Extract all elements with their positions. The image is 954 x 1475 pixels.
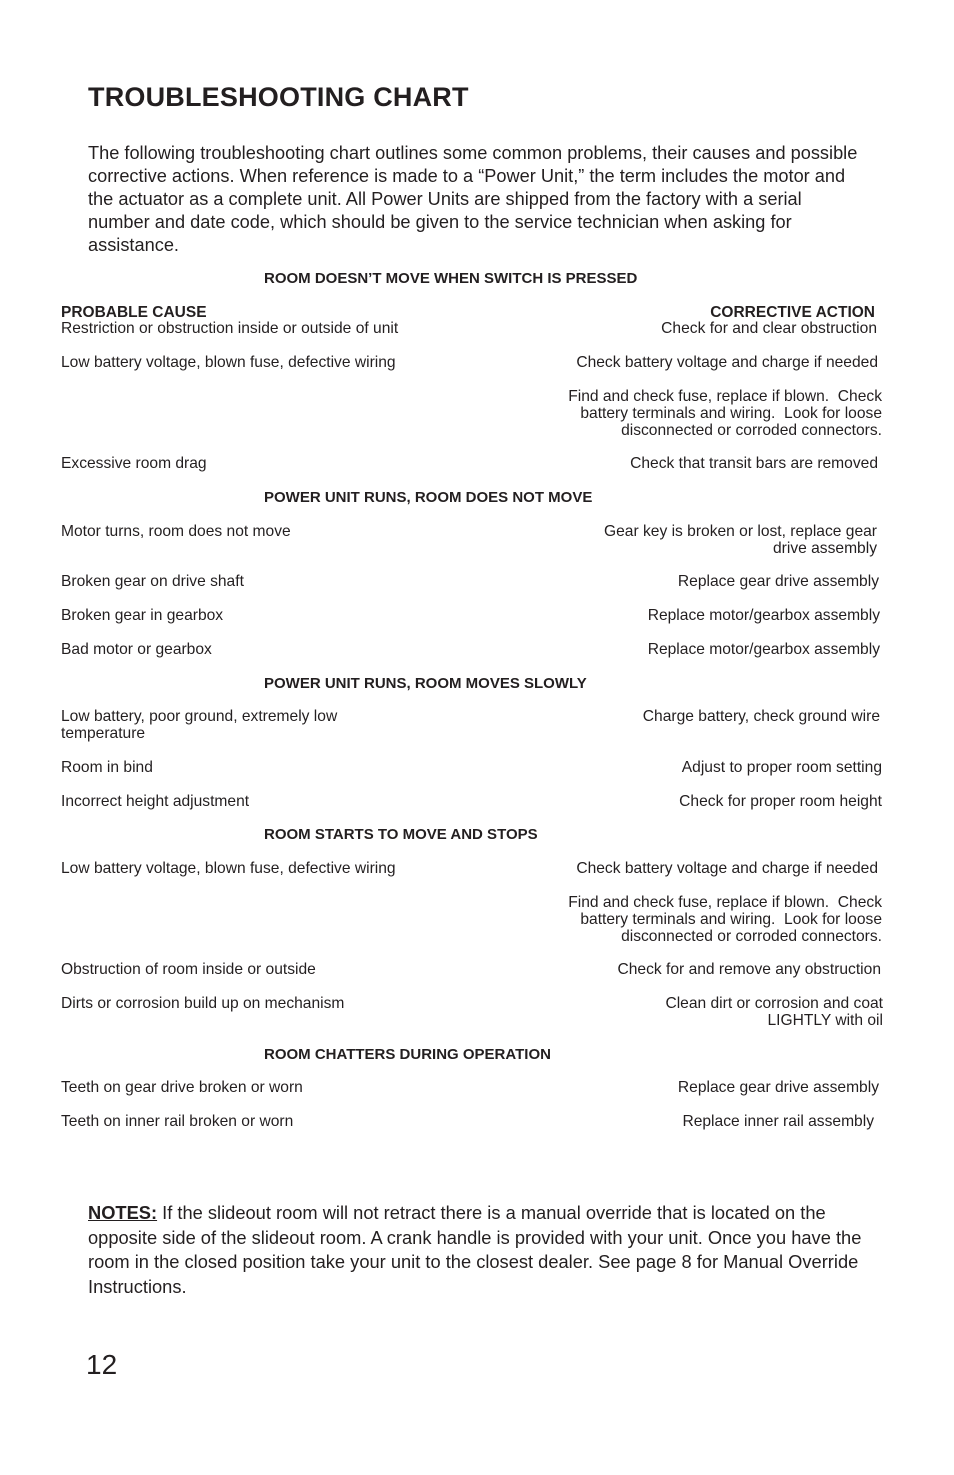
cause-cell: Low battery, poor ground, extremely low temperature	[61, 708, 338, 742]
action-cell: Replace motor/gearbox assembly	[647, 607, 880, 624]
cause-cell: Low battery voltage, blown fuse, defective wiring	[61, 860, 396, 877]
action-cell: Check that transit bars are removed	[630, 455, 878, 472]
action-cell: Find and check fuse, replace if blown. Check battery terminals and wiring. Look for loose disconnected or corroded connectors.	[568, 894, 882, 945]
probable-cause-header: PROBABLE CAUSE	[61, 304, 207, 321]
action-cell: Replace inner rail assembly	[682, 1113, 874, 1130]
section-heading: POWER UNIT RUNS, ROOM MOVES SLOWLY	[264, 675, 587, 692]
notes-label: NOTES:	[88, 1202, 158, 1223]
action-cell: Check for and remove any obstruction	[617, 961, 881, 978]
section-heading: ROOM STARTS TO MOVE AND STOPS	[264, 826, 538, 843]
action-cell: Charge battery, check ground wire	[642, 708, 880, 725]
notes-text: If the slideout room will not retract there is a manual override that is located on the opposite side of the slideout room. A crank handle is provided with your unit. Once you have the room in the closed position take your unit to the closest dealer. See page 8 for Manual Override Instructions.	[88, 1202, 862, 1297]
action-cell: Replace gear drive assembly	[677, 1079, 879, 1096]
section-heading: ROOM CHATTERS DURING OPERATION	[264, 1046, 551, 1063]
intro-paragraph: The following troubleshooting chart outlines some common problems, their causes and possible corrective actions. When reference is made to a “Power Unit,” the term includes the motor and the actuator as a complete unit. All Power Units are shipped from the factory with a serial number and date code, which should be given to the service technician when asking for assistance.	[88, 143, 858, 255]
corrective-action-header: CORRECTIVE ACTION	[710, 304, 875, 321]
cause-cell: Bad motor or gearbox	[61, 641, 212, 658]
section-heading: ROOM DOESN’T MOVE WHEN SWITCH IS PRESSED	[264, 270, 638, 287]
action-cell: Check battery voltage and charge if needed	[576, 860, 878, 877]
action-cell: Gear key is broken or lost, replace gear drive assembly	[603, 523, 877, 557]
action-cell: Find and check fuse, replace if blown. Check battery terminals and wiring. Look for loose disconnected or corroded connectors.	[568, 388, 882, 439]
action-cell: Check battery voltage and charge if needed	[576, 354, 878, 371]
page-number: 12	[86, 1349, 118, 1380]
page-title: TROUBLESHOOTING CHART	[88, 82, 469, 112]
section-heading: POWER UNIT RUNS, ROOM DOES NOT MOVE	[264, 489, 593, 506]
cause-cell: Room in bind	[61, 759, 153, 776]
action-cell: Check for proper room height	[679, 793, 882, 810]
action-cell: Replace gear drive assembly	[677, 573, 879, 590]
cause-cell: Obstruction of room inside or outside	[61, 961, 316, 978]
cause-cell: Broken gear on drive shaft	[61, 573, 244, 590]
cause-cell: Low battery voltage, blown fuse, defective wiring	[61, 354, 396, 371]
action-cell: Adjust to proper room setting	[681, 759, 882, 776]
action-cell: Clean dirt or corrosion and coat LIGHTLY with oil	[665, 995, 883, 1029]
action-cell: Check for and clear obstruction	[661, 320, 877, 337]
cause-cell: Teeth on gear drive broken or worn	[61, 1079, 303, 1096]
cause-cell: Motor turns, room does not move	[61, 523, 291, 540]
cause-cell: Broken gear in gearbox	[61, 607, 224, 624]
cause-cell: Restriction or obstruction inside or outside of unit	[61, 320, 399, 337]
cause-cell: Incorrect height adjustment	[61, 793, 250, 810]
cause-cell: Dirts or corrosion build up on mechanism	[61, 995, 345, 1012]
cause-cell: Excessive room drag	[61, 455, 207, 472]
cause-cell: Teeth on inner rail broken or worn	[61, 1113, 294, 1130]
action-cell: Replace motor/gearbox assembly	[647, 641, 880, 658]
notes-paragraph	[88, 1201, 878, 1299]
